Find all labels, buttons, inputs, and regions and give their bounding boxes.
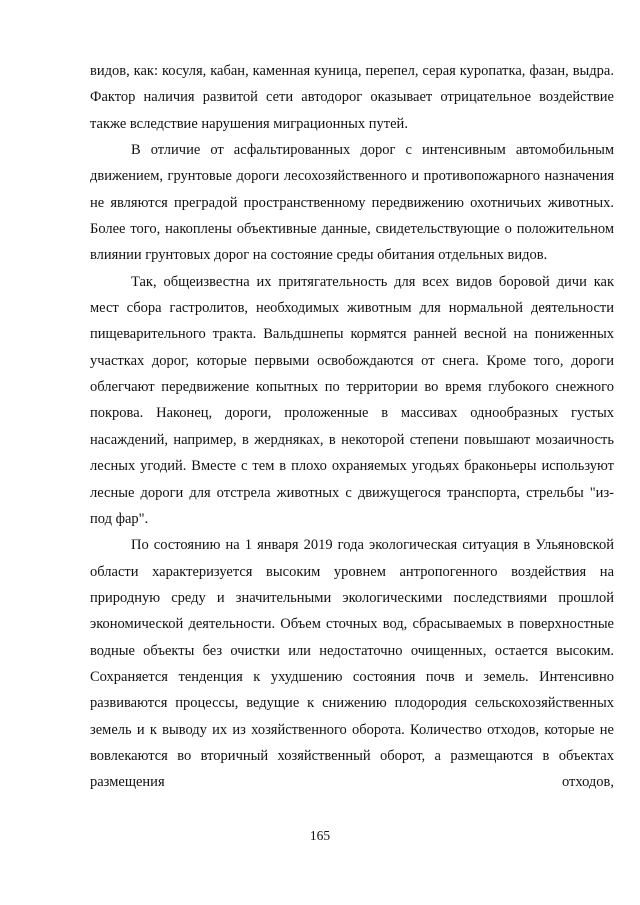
paragraph-continuation: видов, как: косуля, кабан, каменная куница, перепел, серая куропатка, фазан, выдра. Фактор наличия развитой сети автодорог оказывает отрицательное воздействие также вследствие нарушения миграционных путей. <box>90 63 614 132</box>
body-text <box>90 58 614 796</box>
paragraph-game-birds: Так, общеизвестна их притягательность для всех видов боровой дичи как мест сбора гастролитов, необходимых животным для нормальной деятельности пищеварительного тракта. Вальдшнепы кормятся ранней весной на пониженных участках дорог, которые первыми освобождаются от снега. Кроме того, дороги облегчают передвижение копытных по территории во время глубокого снежного покрова. Наконец, дороги, проложенные в массивах однообразных густых насаждений, например, в жердняках, в некоторой степени повышают мозаичность лесных угодий. Вместе с тем в плохо охраняемых угодьях браконьеры используют лесные дороги для отстрела животных с движущегося транспорта, стрельбы "из-под фар". <box>90 273 614 527</box>
paragraph-ecological-situation: По состоянию на 1 января 2019 года экологическая ситуация в Ульяновской области характеризуется высоким уровнем антропогенного воздействия на природную среду и значительными экологическими последствиями прошлой экономической деятельности. Объем сточных вод, сбрасываемых в поверхностные водные объекты без очистки или недостаточно очищенных, остается высоким. Сохраняется тенденция к ухудшению состояния почв и земель. Интенсивно развиваются процессы, ведущие к снижению плодородия сельскохозяйственных земель и к выводу их из хозяйственного оборота. Количество отходов, которые не вовлекаются во вторичный хозяйственный оборот, а размещаются в объектах размещения отходов, <box>90 537 614 791</box>
page-number: 165 <box>309 828 331 843</box>
paragraph-roads-comparison: В отличие от асфальтированных дорог с интенсивным автомобильным движением, грунтовые дороги лесохозяйственного и противопожарного назначения не являются преградой пространственному передвижению охотничьих животных. Более того, накоплены объективные данные, свидетельствующие о положительном влиянии грунтовых дорог на состояние среды обитания отдельных видов. <box>90 142 614 264</box>
